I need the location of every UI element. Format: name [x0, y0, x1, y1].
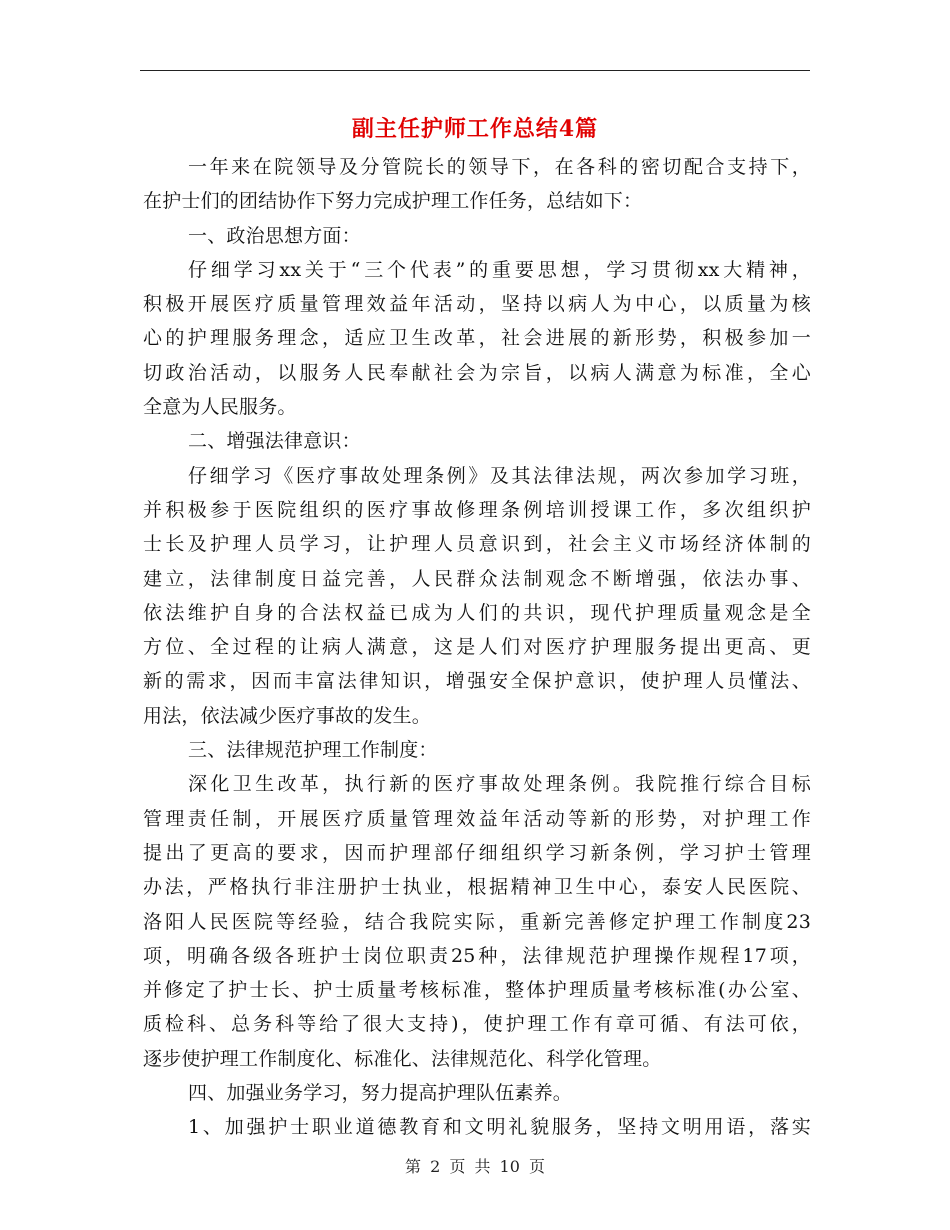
header-rule: [140, 70, 810, 71]
paragraph-line: 深化卫生改革，执行新的医疗事故处理条例。我院推行综合目标: [188, 773, 811, 796]
paragraph-line: 逐步使护理工作制度化、标准化、法律规范化、科学化管理。: [143, 1047, 662, 1070]
paragraph-line: 仔细学习《医疗事故处理条例》及其法律法规，两次参加学习班，: [188, 464, 811, 487]
paragraph-line: 心的护理服务理念，适应卫生改革，社会进展的新形势，积极参加一: [143, 327, 811, 350]
paragraph-line: 仔细学习xx关于“三个代表”的重要思想，学习贯彻xx大精神，: [188, 258, 811, 281]
paragraph-line: 方位、全过程的让病人满意，这是人们对医疗护理服务提出更高、更: [143, 636, 811, 659]
document-body: [143, 150, 811, 1145]
page-number: 第 2 页 共 10 页: [405, 1157, 545, 1176]
paragraph-line: 提出了更高的要求，因而护理部仔细组织学习新条例，学习护士管理: [143, 841, 811, 864]
section-heading: 一、政治思想方面：: [188, 224, 361, 247]
paragraph-line: 依法维护自身的合法权益已成为人们的共识，现代护理质量观念是全: [143, 601, 811, 624]
section-heading: 三、法律规范护理工作制度：: [188, 739, 438, 762]
document-title: 副主任护师工作总结4篇: [351, 116, 599, 142]
paragraph-line: 办法，严格执行非注册护士执业，根据精神卫生中心，泰安人民医院、: [143, 876, 811, 899]
paragraph-line: 并修定了护士长、护士质量考核标准，整体护理质量考核标准(办公室、: [143, 979, 811, 1002]
paragraph-line: 切政治活动，以服务人民奉献社会为宗旨，以病人满意为标准，全心: [143, 361, 811, 384]
paragraph-line: 1、加强护士职业道德教育和文明礼貌服务，坚持文明用语，落实: [188, 1116, 811, 1139]
paragraph-line: 一年来在院领导及分管院长的领导下，在各科的密切配合支持下，: [188, 156, 811, 178]
section-heading: 二、增强法律意识：: [188, 430, 361, 453]
paragraph-line: 项，明确各级各班护士岗位职责25种，法律规范护理操作规程17项，: [143, 944, 811, 967]
paragraph-line: 洛阳人民医院等经验，结合我院实际，重新完善修定护理工作制度23: [143, 910, 811, 933]
paragraph-line: 积极开展医疗质量管理效益年活动，坚持以病人为中心，以质量为核: [143, 293, 811, 316]
paragraph-line: 士长及护理人员学习，让护理人员意识到，社会主义市场经济体制的: [143, 533, 811, 556]
paragraph-line: 建立，法律制度日益完善，人民群众法制观念不断增强，依法办事、: [143, 567, 811, 590]
paragraph-line: 新的需求，因而丰富法律知识，增强安全保护意识，使护理人员懂法、: [143, 670, 811, 693]
paragraph-line: 用法，依法减少医疗事故的发生。: [143, 704, 432, 727]
paragraph-line: 质检科、总务科等给了很大支持)，使护理工作有章可循、有法可依，: [143, 1013, 811, 1036]
paragraph-line: 管理责任制，开展医疗质量管理效益年活动等新的形势，对护理工作: [143, 807, 811, 830]
paragraph-line: 全意为人民服务。: [143, 396, 297, 419]
paragraph-line: 在护士们的团结协作下努力完成护理工作任务，总结如下：: [143, 190, 643, 213]
section-heading: 四、加强业务学习，努力提高护理队伍素养。: [188, 1082, 573, 1105]
paragraph-line: 并积极参于医院组织的医疗事故修理条例培训授课工作，多次组织护: [143, 498, 811, 521]
